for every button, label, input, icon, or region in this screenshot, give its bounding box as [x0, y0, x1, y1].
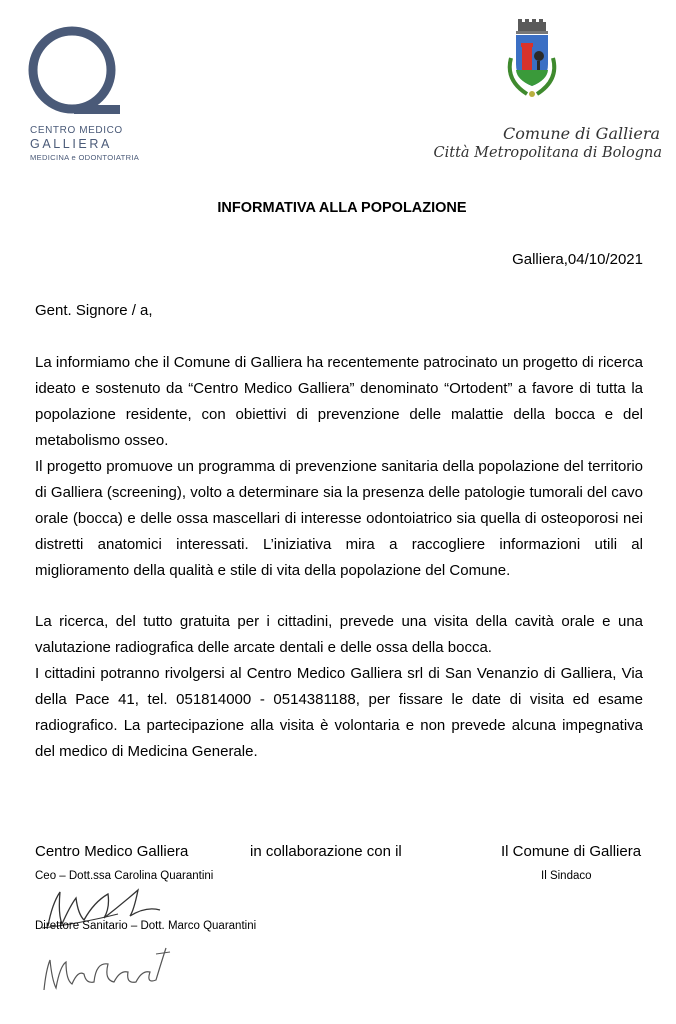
paragraph-2 — [35, 609, 643, 765]
comune-crest — [497, 18, 567, 100]
signature-middle-text: in collaborazione con il — [250, 843, 402, 860]
handwritten-signature-director — [38, 940, 178, 1001]
greeting: Gent. Signore / a, — [35, 302, 153, 319]
signature-left-org: Centro Medico Galliera — [35, 843, 189, 860]
director-name: Direttore Sanitario – Dott. Marco Quarantini — [35, 920, 257, 932]
comune-name: Comune di Galliera — [503, 124, 660, 143]
paragraph-1b: Il progetto promuove un programma di prevenzione sanitaria della popolazione del territorio di Galliera (screening), volto a determinare sia la presenza delle patologie tumorali del cavo orale (bocca) e delle ossa mascellari di interesse odontoiatrico sia quella di osteoporosi nei distretti anatomici interessati. L’iniziativa mira a raccogliere informazioni utili al miglioramento della qualità e stile di vita della popolazione del Comune. — [35, 458, 643, 579]
coat-of-arms-icon — [497, 18, 567, 100]
signature-scribble-icon-2 — [38, 940, 178, 996]
paragraph-2a: La ricerca, del tutto gratuita per i cittadini, prevede una visita della cavità orale e una valutazione radiografica delle arcate dentali e delle ossa della bocca. — [35, 613, 643, 656]
paragraph-1a: La informiamo che il Comune di Galliera ha recentemente patrocinato un progetto di ricerca ideato e sostenuto da “Centro Medico Galliera” denominato “Ortodent” a favore di tutta la popolazione residente, con obiettivi di prevenzione delle malattie della bocca e del metabolismo osseo. — [35, 354, 643, 449]
logo-text-line3: MEDICINA e ODONTOIATRIA — [30, 153, 140, 162]
document-title: INFORMATIVA ALLA POPOLAZIONE — [217, 200, 467, 216]
signature-right-org: Il Comune di Galliera — [501, 843, 642, 860]
paragraph-1 — [35, 350, 643, 584]
comune-city: Città Metropolitana di Bologna — [433, 145, 662, 161]
sindaco-label: Il Sindaco — [541, 870, 592, 882]
logo-text-line2: GALLIERA — [30, 137, 112, 151]
ceo-name: Ceo – Dott.ssa Carolina Quarantini — [35, 870, 214, 882]
logo-text-line1: CENTRO MEDICO — [30, 125, 123, 136]
paragraph-2b: I cittadini potranno rivolgersi al Centro Medico Galliera srl di San Venanzio di Galliera, Via della Pace 41, tel. 051814000 - 0514381188, per fissare le date di visita ed esame radiografico. La partecipazione alla visita è volontaria e non prevede alcuna impegnativa del medico di Medicina Generale. — [35, 665, 643, 760]
centro-medico-logo — [26, 26, 146, 166]
document-date: Galliera,04/10/2021 — [512, 251, 643, 268]
q-logo-icon — [26, 26, 122, 122]
